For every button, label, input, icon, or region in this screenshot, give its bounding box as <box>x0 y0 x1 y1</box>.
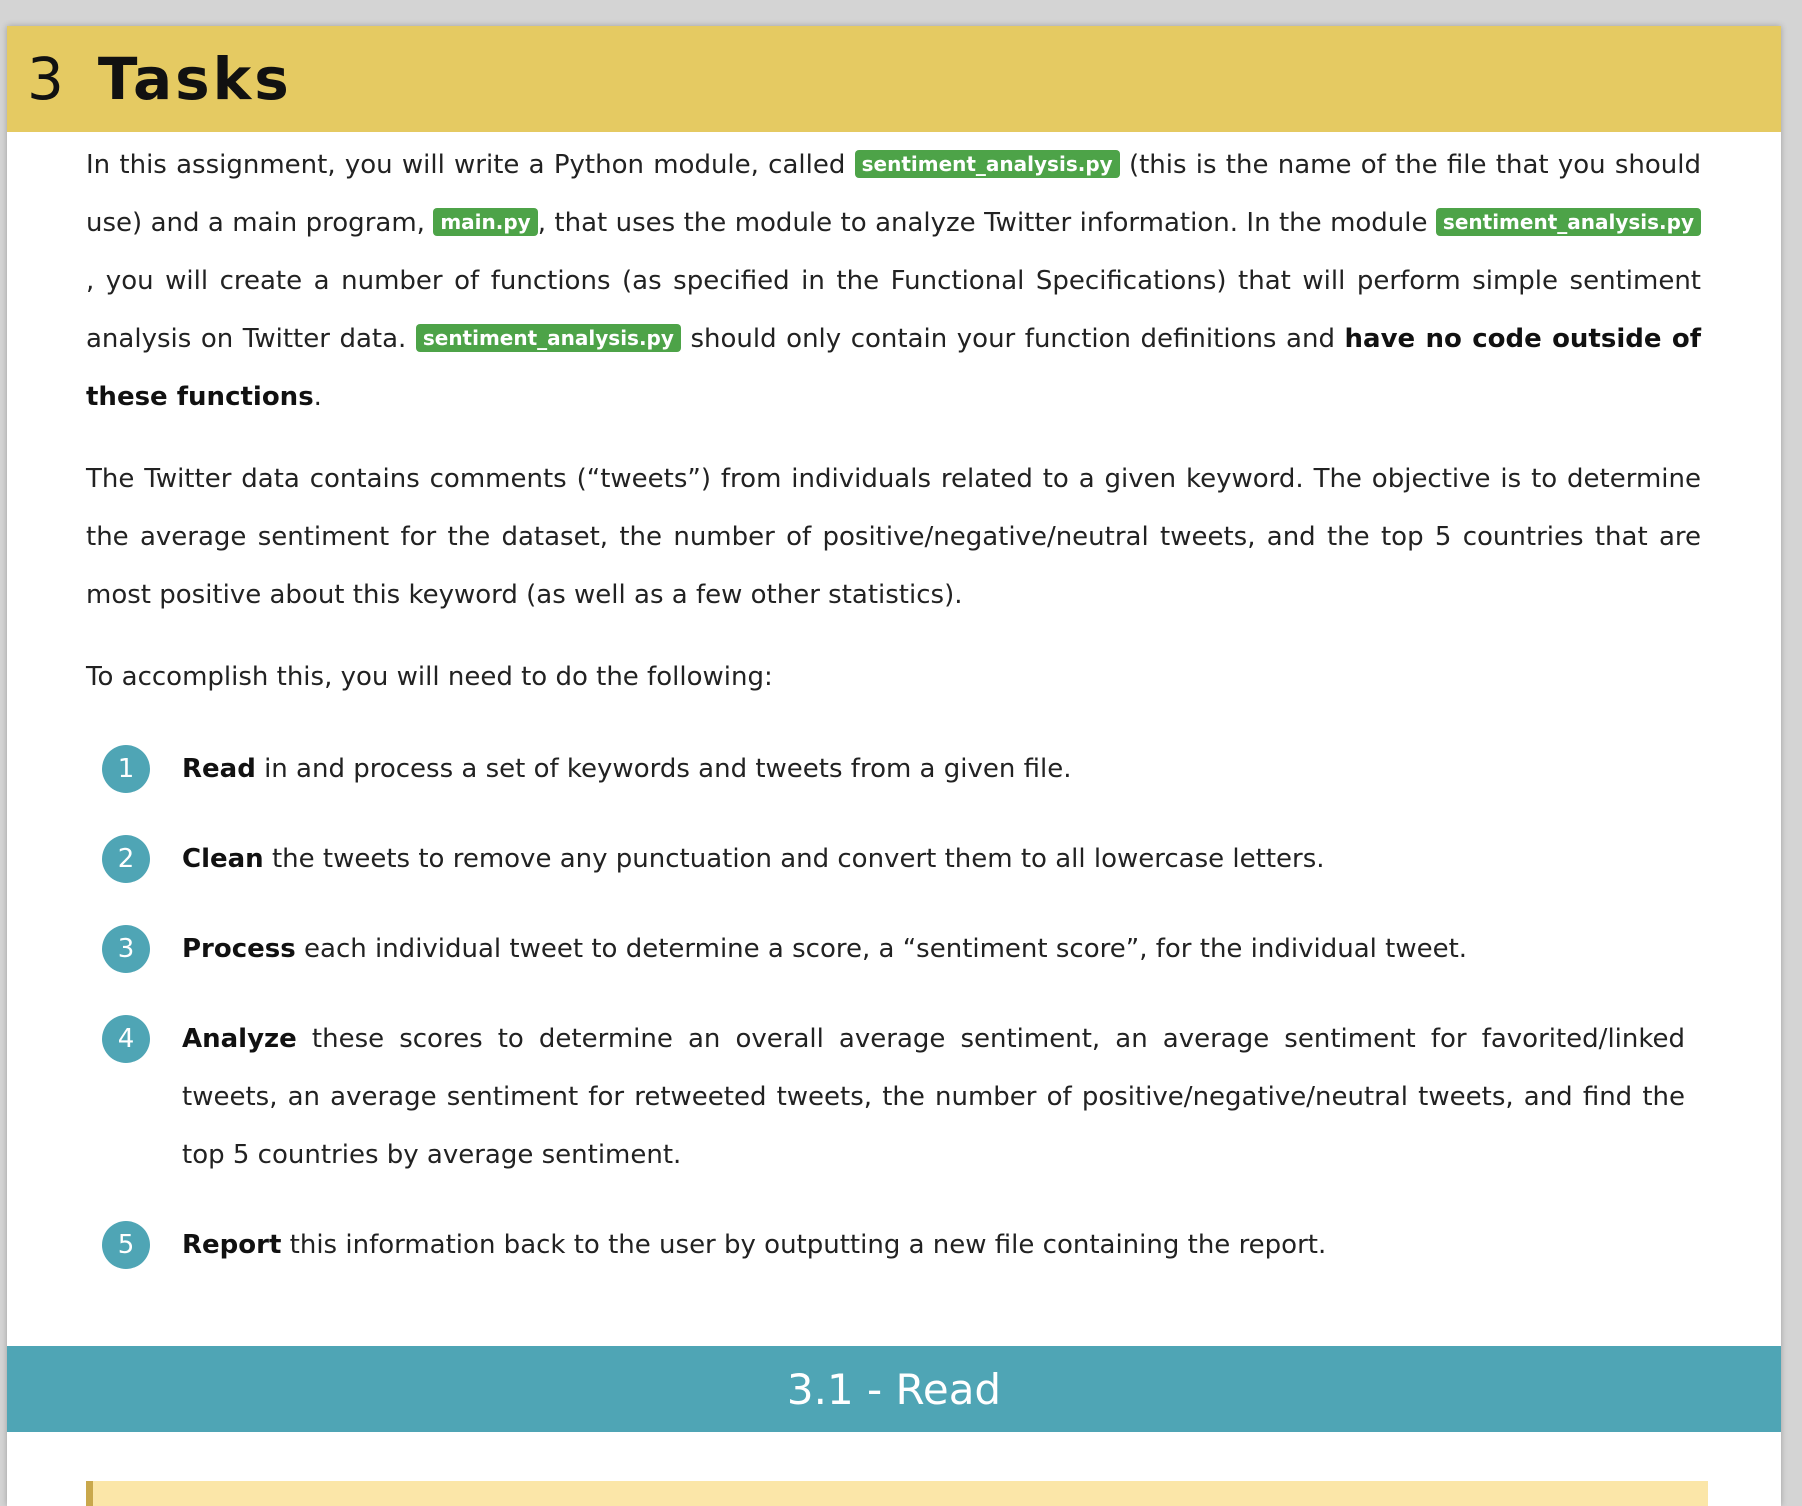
intro-text: . <box>313 382 322 412</box>
step-number-badge: 5 <box>102 1221 150 1269</box>
section-content <box>7 136 1781 1274</box>
step-number-badge: 2 <box>102 835 150 883</box>
step-text <box>182 740 1087 798</box>
step-number-badge: 1 <box>102 745 150 793</box>
intro-paragraph-3: To accomplish this, you will need to do the following: <box>86 662 773 692</box>
intro-text: (this is the name of the file that you should use) and a main program, <box>86 150 1701 238</box>
intro-text: should only contain your function definitions and <box>680 324 1345 354</box>
step-text <box>182 920 1483 978</box>
step-description: this information back to the user by outputting a new file containing the report. <box>281 1230 1327 1260</box>
document-page <box>7 26 1781 1506</box>
task-step <box>86 740 1701 798</box>
task-steps-list <box>86 740 1701 1274</box>
step-text <box>182 830 1341 888</box>
code-filename-sentiment-analysis: sentiment_analysis.py <box>416 324 681 352</box>
intro-text: , that uses the module to analyze Twitter information. In the module <box>537 208 1436 238</box>
step-keyword: Read <box>182 754 256 784</box>
note-box <box>86 1481 1708 1506</box>
subsection-header <box>7 1346 1781 1432</box>
code-filename-sentiment-analysis: sentiment_analysis.py <box>1436 208 1701 236</box>
code-filename-main: main.py <box>433 208 537 236</box>
step-description: the tweets to remove any punctuation and convert them to all lowercase letters. <box>263 844 1325 874</box>
step-description: these scores to determine an overall average sentiment, an average sentiment for favorited/linked tweets, an average sentiment for retweeted tweets, the number of positive/negative/neutral tweets, and find the top 5 countries by average sentiment. <box>182 1024 1685 1170</box>
subsection-title: 3.1 - Read <box>786 1364 1002 1414</box>
emphasis-text: have no code outside of these functions <box>86 324 1702 412</box>
intro-text: In this assignment, you will write a Python module, called <box>86 150 855 180</box>
intro-paragraph-2: The Twitter data contains comments (“tweets”) from individuals related to a given keyword. The objective is to determine the average sentiment for the dataset, the number of positive/negative/neutral tweets, and the top 5 countries that are most positive about this keyword (as well as a few other statistics). <box>86 464 1701 610</box>
section-header <box>7 26 1781 132</box>
intro-paragraph-1 <box>86 136 1701 426</box>
step-text <box>182 1216 1342 1274</box>
task-step <box>86 920 1701 978</box>
step-number-badge: 4 <box>102 1015 150 1063</box>
step-keyword: Analyze <box>182 1024 297 1054</box>
section-number: 3 <box>27 45 64 113</box>
step-keyword: Process <box>182 934 296 964</box>
step-keyword: Report <box>182 1230 282 1260</box>
step-keyword: Clean <box>182 844 264 874</box>
code-filename-sentiment-analysis: sentiment_analysis.py <box>855 150 1120 178</box>
section-title: Tasks <box>97 45 292 113</box>
intro-text: , you will create a number of functions (as specified in the Functional Specifications) that will perform simple sentiment analysis on Twitter data. <box>86 266 1701 354</box>
step-text <box>182 1010 1701 1184</box>
step-description: each individual tweet to determine a score, a “sentiment score”, for the individual tweet. <box>295 934 1468 964</box>
task-step <box>86 1010 1701 1184</box>
task-step <box>86 1216 1701 1274</box>
task-step <box>86 830 1701 888</box>
step-description: in and process a set of keywords and tweets from a given file. <box>255 754 1072 784</box>
step-number-badge: 3 <box>102 925 150 973</box>
